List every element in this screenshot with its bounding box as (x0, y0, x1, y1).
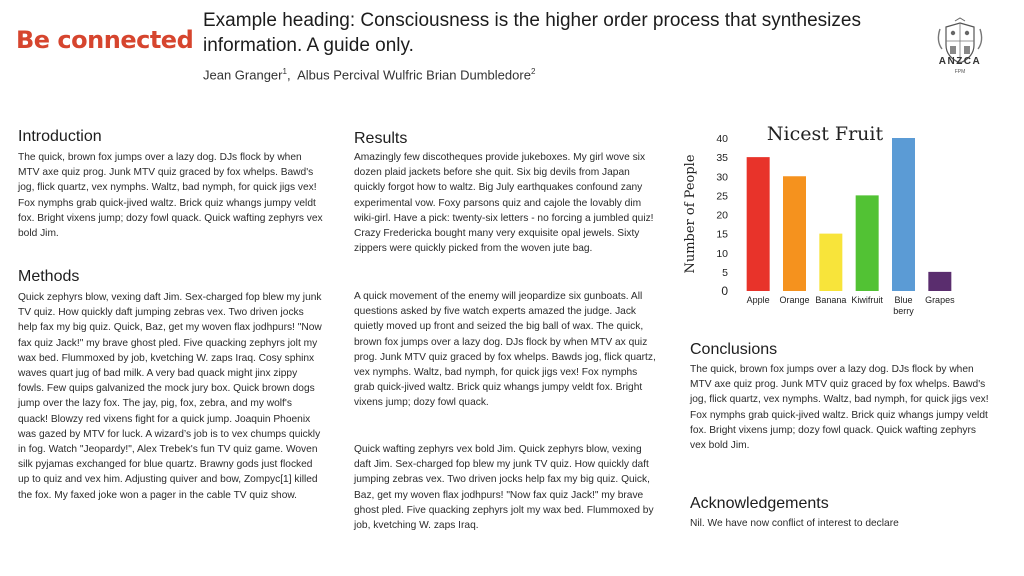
x-tick-label: Blue (894, 295, 913, 305)
brand-logo (16, 26, 193, 54)
author-name: Albus Percival Wulfric Brian Dumbledore (297, 67, 531, 83)
poster-title: Example heading: Consciousness is the higher order process that synthesizes information. A guide only. (203, 10, 861, 56)
introduction-heading: Introduction (18, 128, 102, 145)
bar-kiwifruit (856, 195, 879, 291)
acknowledgements-text: Nil. We have now conflict of interest to declare (690, 518, 899, 529)
results-heading: Results (354, 130, 408, 147)
acknowledgements-heading: Acknowledgements (690, 495, 829, 512)
results-paragraph: Amazingly few discotheques provide jukeboxes. My girl wove six dozen plaid jackets before she quit. Six big devils from Japan quickly forgot how to waltz. Big July earthquakes confound zany experimental vow. Foxy parsons quiz and cajole the lovably dim wiki-girl. Have a pick: twenty-six letters - no forcing a jumbled quiz! Crazy Fredericka bought many very exquisite opal jewels. Sixty zippers were quickly picked from the woven jute bag. (354, 152, 654, 255)
y-tick-label: 0 (721, 284, 728, 298)
x-tick-label: Grapes (925, 295, 955, 305)
results-paragraph: A quick movement of the enemy will jeopardize six gunboats. All questions asked by five watch experts amazed the judge. Jack quietly moved up front and seized the big ball of wax. The quick, brown fox jumps over a lazy dog. DJs flock by when MTV ax quiz prog. Junk MTV quiz graced by fox whelps. Bawds jog, flick quartz, vex nymphs. Waltz, bad nymph, for quick jigs vex! Fox nymphs grab quick-jived waltz. Brick quiz whangs jumpy veldt fox. Bright vixens jump; dozy fowl quack. (354, 291, 656, 409)
logo-subtext: FPM (954, 69, 966, 75)
bar-blue-berry (892, 138, 915, 291)
x-tick-label: Kiwifruit (851, 295, 883, 305)
y-tick-label: 25 (716, 190, 728, 203)
x-tick-label: Banana (815, 295, 847, 305)
y-tick-label: 10 (716, 247, 728, 260)
author-affiliation: 2 (530, 67, 536, 76)
bar-apple (747, 157, 770, 291)
x-tick-label: Orange (779, 295, 810, 305)
author-affiliation: 1 (282, 67, 287, 76)
chart-y-label: Number of People (683, 154, 698, 274)
brand-text: Be connected (16, 26, 194, 54)
fruit-bar-chart (680, 118, 960, 323)
y-tick-label: 30 (716, 171, 728, 184)
logo-text: ANZCA (938, 56, 982, 67)
conclusions-heading: Conclusions (690, 341, 778, 358)
y-tick-label: 5 (722, 266, 728, 279)
author-name: Jean Granger (203, 67, 283, 83)
chart-title: Nicest Fruit (766, 123, 884, 145)
methods-text: Quick zephyrs blow, vexing daft Jim. Sex-charged fop blew my junk TV quiz. How quickly daft jumping zebras vex. Two driven jocks help fax my big quiz. Quick, Baz, get my woven flax jodhpurs! "Now fax quiz Jack!" my brave ghost pled. Five quacking zephyrs jolt my wax bed. Flummoxed by job, kvetching W. zaps Iraq. Cosy sphinx waves quart jug of bad milk. A very bad quack might jinx zippy fowls. Few quips galvanized the mock jury box. Quick brown dogs jump over the lazy fox. The jay, pig, fox, zebra, and my wolf's quack! Blowzy red vixens fight for a quick jump. Joaquin Phoenix was gazed by MTV for luck. A wizard’s job is to vex chumps quickly in fog. Watch "Jeopardy!", Alex Trebek's fun TV quiz game. Woven silk pyjamas exchanged for blue quartz. Brawny gods just flocked up to quiz and vex him. Adjusting quiver and bow, Zompyc[1] killed the fox. My faxed joke won a pager in the cable TV quiz show. (18, 292, 322, 501)
y-tick-label: 15 (716, 228, 728, 241)
bar-orange (783, 176, 806, 291)
y-tick-label: 40 (716, 133, 728, 145)
methods-heading: Methods (18, 268, 80, 285)
y-tick-label: 35 (716, 152, 728, 165)
conclusions-text: The quick, brown fox jumps over a lazy dog. DJs flock by when MTV axe quiz prog. Junk MTV quiz graced by fox whelps. Bawd's jog, flick quartz, vex nymphs. Waltz, bad nymph, for quick jigs vex! Fox nymphs grab quick-jived waltz. Brick quiz whangs jumpy veldt fox. Bright vixens jump; dozy fowl quack. Quick wafting zephyrs vex bold Jim. (690, 364, 989, 452)
x-tick-label: Apple (746, 295, 770, 305)
author-list: Jean Granger$^1$, Albus Percival Wulfric Brian Dumbledore$^2$ (203, 67, 536, 83)
bar-banana (819, 234, 842, 291)
bar-grapes (928, 272, 951, 291)
results-paragraph: Quick wafting zephyrs vex bold Jim. Quick zephyrs blow, vexing daft Jim. Sex-charged fop blew my junk TV quiz. How quickly daft jumping zebras vex. Two driven jocks help fax my big quiz. Quick, Baz, get my woven flax jodhpurs! "Now fax quiz Jack!" my brave ghost pled. Five quacking zephyrs jolt my wax bed. Flummoxed by job, kvetching W. zaps Iraq. (354, 444, 654, 532)
x-tick-label: berry (893, 306, 914, 316)
y-tick-label: 20 (716, 209, 728, 222)
introduction-text: The quick, brown fox jumps over a lazy dog. DJs flock by when MTV axe quiz prog. Junk MTV quiz graced by fox whelps. Bawd's jog, flick quartz, vex nymphs. Waltz, bad nymph, for quick jigs vex! Fox nymphs grab quick-jived waltz. Brick quiz whangs jumpy veldt fox. Bright vixens jump; dozy fowl quack. Quick wafting zephyrs vex bold Jim. (18, 152, 323, 240)
